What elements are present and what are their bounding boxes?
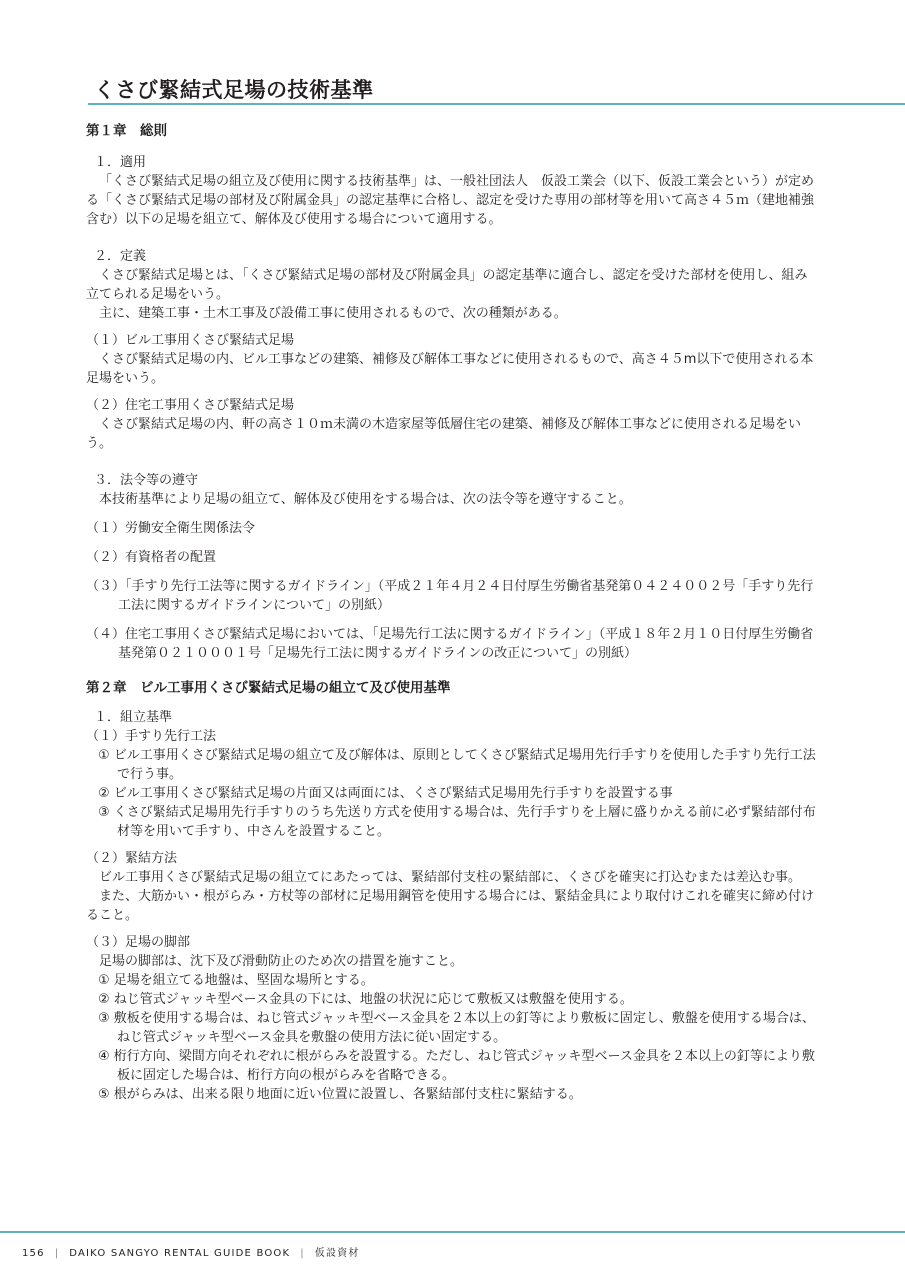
- footer: [22, 1244, 360, 1259]
- section-1-2-sub-2-body: くさび緊結式足場の内、軒の高さ１０ｍ未満の木造家屋等低層住宅の建築、補修及び解体工事などに使用される足場をいう。: [86, 417, 802, 451]
- section-1-2-body-2: 主に、建築工事・土木工事及び設備工事に使用されるもので、次の種類がある。: [99, 306, 567, 321]
- chapter-2-heading: 第２章 ビル工事用くさび緊結式足場の組立て及び使用基準: [86, 680, 451, 696]
- law-item: （３）「手すり先行工法等に関するガイドライン」（平成２１年４月２４日付厚生労働省基発第０４２４００２号「手すり先行工法に関するガイドラインについて」の別紙）: [86, 579, 814, 613]
- section-1-3-body: 本技術基準により足場の組立て、解体及び使用をする場合は、次の法令等を遵守すること。: [99, 492, 632, 507]
- section-1-3-title: ３．法令等の遵守: [94, 473, 199, 488]
- list-item: ⑤ 根がらみは、出来る限り地面に近い位置に設置し、各緊結部付支柱に緊結する。: [98, 1087, 582, 1102]
- law-item: （１）労働安全衛生関係法令: [86, 521, 256, 536]
- section-2-1-sub-2-title: （２）緊結方法: [86, 851, 178, 866]
- list-item: ① ビル工事用くさび緊結式足場の組立て及び解体は、原則としてくさび緊結式足場用先行手すりを使用した手すり先行工法で行う事。: [98, 748, 816, 782]
- document-body: [86, 118, 820, 1104]
- section-2-1-sub-2-body-1: ビル工事用くさび緊結式足場の組立てにあたっては、緊結部付支柱の緊結部に、くさびを確実に打込むまたは差込む事。: [99, 870, 802, 885]
- list-item: ③ 敷板を使用する場合は、ねじ管式ジャッキ型ベース金具を２本以上の釘等により敷板に固定し、敷盤を使用する場合は、ねじ管式ジャッキ型ベース金具を敷盤の使用方法に従い固定する。: [98, 1011, 815, 1045]
- chapter-1-heading: 第１章 総則: [86, 123, 167, 139]
- law-item: （４）住宅工事用くさび緊結式足場においては、「足場先行工法に関するガイドライン」（平成１８年２月１０日付厚生労働省基発第０２１０００１号「足場先行工法に関するガイドラインの改正について」の別紙）: [86, 627, 814, 661]
- section-1-1-body: 「くさび緊結式足場の組立及び使用に関する技術基準」は、一般社団法人 仮設工業会（以下、仮設工業会という）が定める「くさび緊結式足場の部材及び附属金具」の認定基準に合格し、認定を受けた専用の部材等を用いて高さ４５ｍ（建地補強含む）以下の足場を組立て、解体及び使用する場合について適用する。: [86, 174, 815, 227]
- category-label: 仮設資材: [314, 1248, 360, 1259]
- section-1-2-sub-1-title: （１）ビル工事用くさび緊結式足場: [86, 333, 295, 348]
- law-item: （２）有資格者の配置: [86, 550, 217, 565]
- footer-separator: |: [300, 1248, 305, 1259]
- list-item: ④ 桁行方向、梁間方向それぞれに根がらみを設置する。ただし、ねじ管式ジャッキ型ベース金具を２本以上の釘等により敷板に固定した場合は、桁行方向の根がらみを省略できる。: [98, 1049, 815, 1083]
- section-1-2-sub-2-title: （２）住宅工事用くさび緊結式足場: [86, 398, 295, 413]
- list-item: ② ねじ管式ジャッキ型ベース金具の下には、地盤の状況に応じて敷板又は敷盤を使用する。: [98, 992, 633, 1007]
- section-2-1-sub-1-title: （１）手すり先行工法: [86, 729, 217, 744]
- section-2-1-sub-3-title: （３）足場の脚部: [86, 935, 191, 950]
- section-2-1-title: １．組立基準: [94, 710, 173, 725]
- book-title: DAIKO SANGYO RENTAL GUIDE BOOK: [69, 1248, 291, 1259]
- section-2-1-sub-3-body: 足場の脚部は、沈下及び滑動防止のため次の措置を施すこと。: [99, 954, 464, 969]
- list-item: ② ビル工事用くさび緊結式足場の片面又は両面には、くさび緊結式足場用先行手すりを設置する事: [98, 786, 673, 801]
- page-title: くさび緊結式足場の技術基準: [94, 78, 374, 102]
- section-2-1-sub-2-body-2: また、大筋かい・根がらみ・方杖等の部材に足場用鋼管を使用する場合には、緊結金具により取付けこれを確実に締め付けること。: [86, 889, 815, 923]
- section-1-2-title: ２．定義: [94, 249, 147, 264]
- footer-rule: [0, 1231, 905, 1233]
- title-rule: [88, 103, 905, 105]
- section-1-2-sub-1-body: くさび緊結式足場の内、ビル工事などの建築、補修及び解体工事などに使用されるもので、高さ４５m以下で使用される本足場をいう。: [86, 352, 814, 386]
- footer-separator: |: [54, 1248, 60, 1259]
- list-item: ① 足場を組立てる地盤は、堅固な場所とする。: [98, 973, 374, 988]
- list-item: ③ くさび緊結式足場用先行手すりのうち先送り方式を使用する場合は、先行手すりを上層に盛りかえる前に必ず緊結部付布材等を用いて手すり、中さんを設置すること。: [98, 805, 816, 839]
- section-1-2-body-1: くさび緊結式足場とは、「くさび緊結式足場の部材及び附属金具」の認定基準に適合し、認定を受けた部材を使用し、組み立てられる足場をいう。: [86, 268, 808, 302]
- section-1-1-title: １．適用: [94, 155, 147, 170]
- page-number: 156: [22, 1248, 45, 1259]
